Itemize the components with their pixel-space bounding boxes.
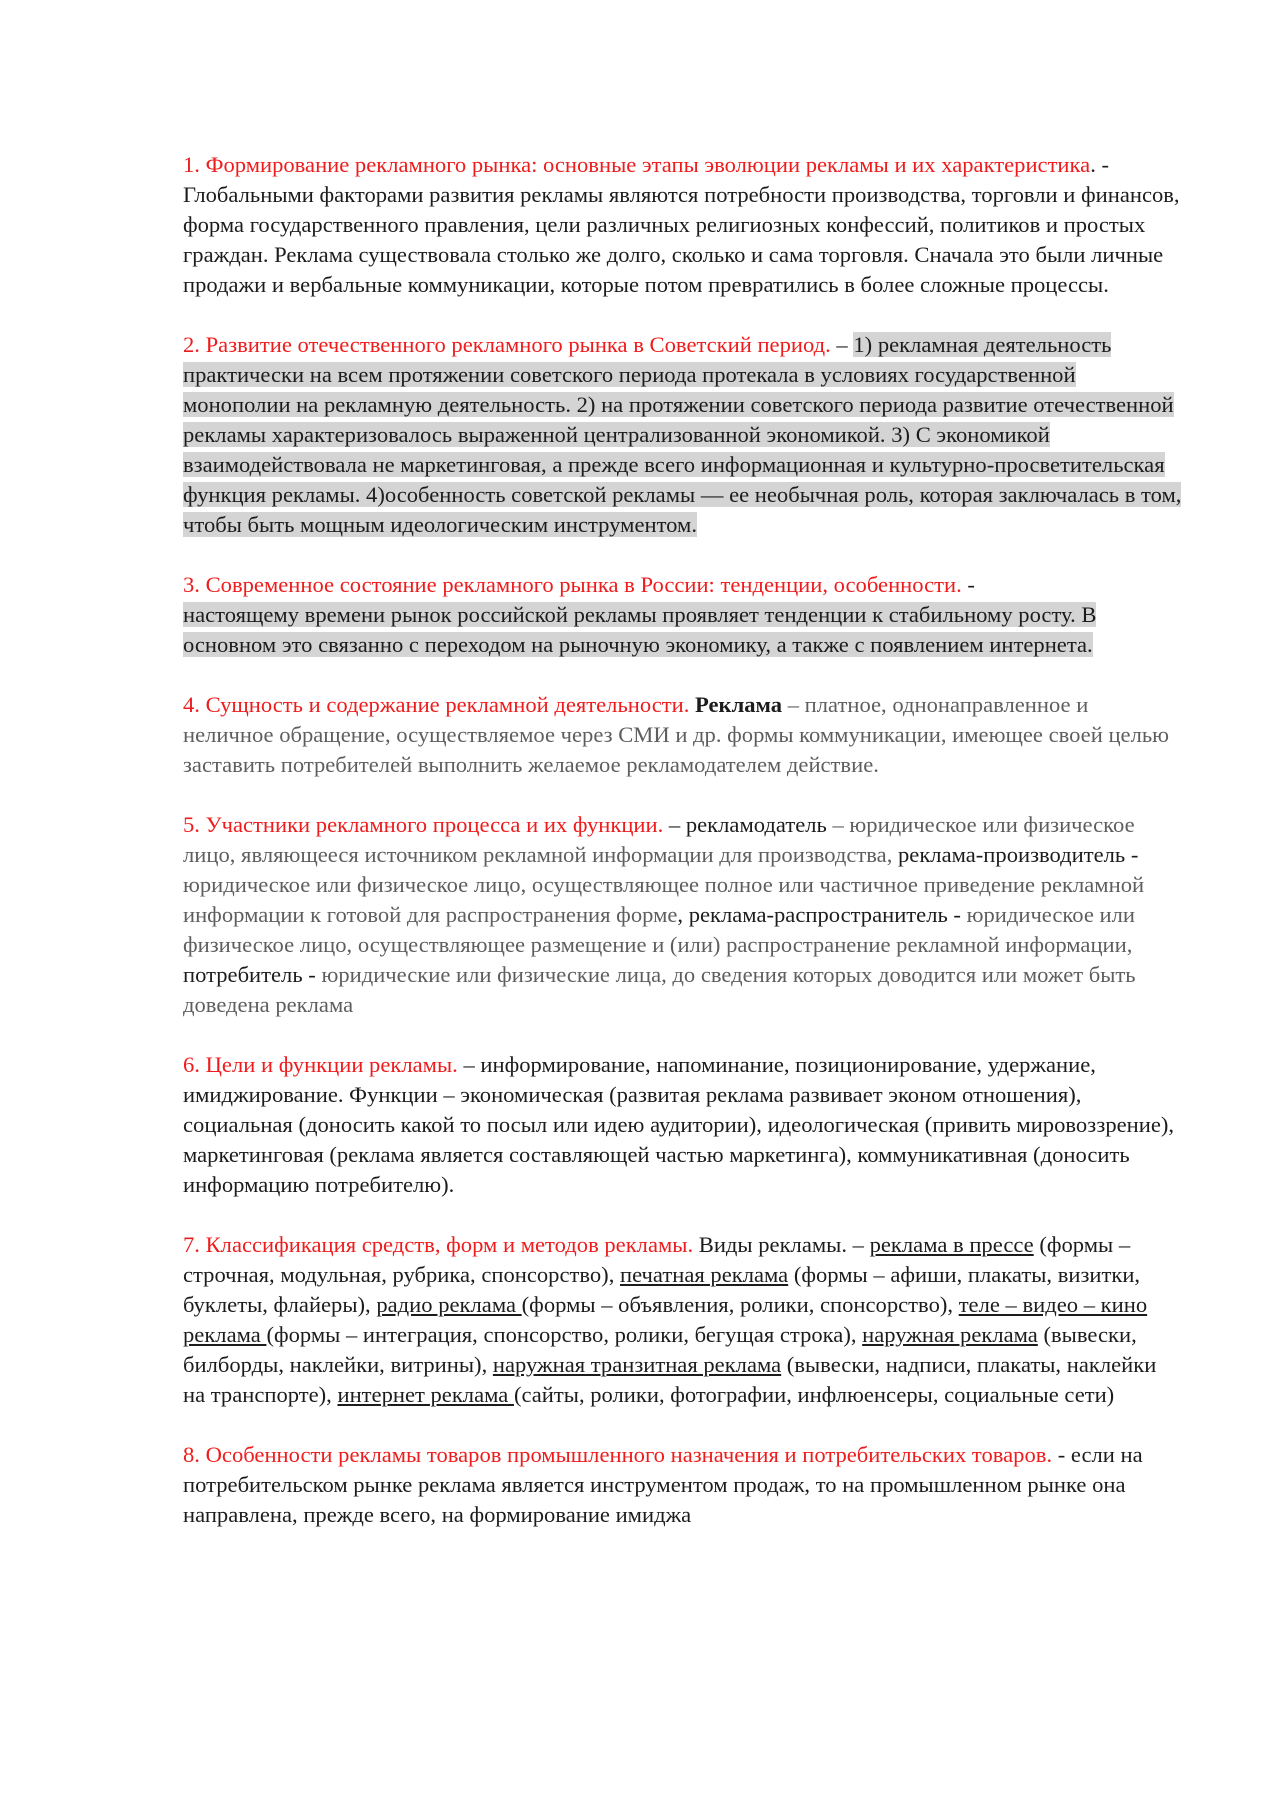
role-advertiser-desc: – юридическое или физическое лицо, являющееся источником рекламной информации для производства,: [183, 812, 1135, 867]
question-title-8: 8. Особенности рекламы товаров промышленного назначения и потребительских товаров.: [183, 1442, 1053, 1467]
type-outdoor-forms: (вывески, билборды, наклейки, витрины),: [183, 1322, 1137, 1377]
question-title-3: 3. Современное состояние рекламного рынка в России: тенденции, особенности.: [183, 572, 962, 597]
question-title-7: 7. Классификация средств, форм и методов рекламы.: [183, 1232, 694, 1257]
question-title-2: 2. Развитие отечественного рекламного рынка в Советский период.: [183, 332, 831, 357]
question-title-4: 4. Сущность и содержание рекламной деятельности.: [183, 692, 690, 717]
answer-highlight-2: 1) рекламная деятельность практически на всем протяжении советского периода протекала в условиях государственной монополии на рекламную деятельность. 2) на протяжении советского периода развитие отечественной рекламы характеризовалось выраженной централизованной экономикой. 3) С экономикой взаимодействовала не маркетинговая, а прежде всего информационная и культурно-просветительская функция рекламы. 4)особенность советской рекламы — ее необычная роль, которая заключалась в том, чтобы быть мощным идеологическим инструментом.: [183, 332, 1182, 537]
question-title-1: 1. Формирование рекламного рынка: основные этапы эволюции рекламы и их характеристика: [183, 152, 1091, 177]
answer-highlight-3: настоящему времени рынок российской рекламы проявляет тенденции к стабильному росту. В основном это связанно с переходом на рыночную экономику, а также с появлением интернета.: [183, 602, 1097, 657]
type-transit-forms: (вывески, надписи, плакаты, наклейки на транспорте),: [183, 1352, 1157, 1407]
dash-3: -: [961, 572, 975, 597]
type-tv-video: теле – видео – кино реклама: [183, 1292, 1148, 1347]
answer-text-6: – информирование, напоминание, позиционирование, удержание, имиджирование. Функции – экономическая (развитая реклама развивает эконом отношения), социальная (доносить какой то посыл или идею аудитории), идеологическая (привить мировоззрение), маркетинговая (реклама является составляющей частью маркетинга), коммуникативная (доносить информацию потребителю).: [183, 1052, 1175, 1197]
paragraph-2: [183, 330, 1183, 540]
document-body: [183, 150, 1183, 1560]
dash-2: –: [830, 332, 854, 357]
type-internet: интернет реклама: [337, 1382, 514, 1407]
type-outdoor: наружная реклама: [862, 1322, 1038, 1347]
role-advertiser: – рекламодатель: [663, 812, 833, 837]
role-consumer-desc: юридические или физические лица, до сведения которых доводится или может быть доведена реклама: [183, 962, 1136, 1017]
term-reklama: Реклама: [695, 692, 783, 717]
type-print: печатная реклама: [620, 1262, 789, 1287]
question-title-6: 6. Цели и функции рекламы.: [183, 1052, 458, 1077]
answer-text-8: - если на потребительском рынке реклама является инструментом продаж, то на промышленном рынке она направлена, прежде всего, на формирование имиджа: [183, 1442, 1143, 1527]
paragraph-3: [183, 570, 1183, 660]
paragraph-4: [183, 690, 1183, 780]
answer-text-1: . - Глобальными факторами развития рекламы являются потребности производства, торговли и финансов, форма государственного правления, цели различных религиозных конфессий, политиков и простых граждан. Реклама существовала столько же долго, сколько и сама торговля. Сначала это были личные продажи и вербальные коммуникации, которые потом превратились в более сложные процессы.: [183, 152, 1180, 297]
role-producer: реклама-производитель -: [892, 842, 1139, 867]
paragraph-1: [183, 150, 1183, 300]
role-distributor-desc: юридическое или физическое лицо, осуществляющее размещение и (или) распространение рекламной информации,: [183, 902, 1135, 957]
role-consumer: потребитель -: [183, 962, 322, 987]
type-press-forms: (формы – строчная, модульная, рубрика, спонсорство),: [183, 1232, 1131, 1287]
answer-intro-7: Виды рекламы. –: [693, 1232, 870, 1257]
role-distributor: , реклама-распространитель -: [677, 902, 967, 927]
paragraph-6: [183, 1050, 1183, 1200]
type-radio-forms: (формы – объявления, ролики, спонсорство),: [521, 1292, 959, 1317]
answer-text-4: – платное, однонаправленное и неличное обращение, осуществляемое через СМИ и др. формы коммуникации, имеющее своей целью заставить потребителей выполнить желаемое рекламодателем действие.: [183, 692, 1170, 777]
type-print-forms: (формы – афиши, плакаты, визитки, буклеты, флайеры),: [183, 1262, 1141, 1317]
paragraph-5: [183, 810, 1183, 1020]
type-press: реклама в прессе: [869, 1232, 1034, 1257]
role-producer-desc: юридическое или физическое лицо, осуществляющее полное или частичное приведение рекламной информации к готовой для распространения форме: [183, 872, 1145, 927]
question-title-5: 5. Участники рекламного процесса и их функции.: [183, 812, 664, 837]
type-internet-forms: (сайты, ролики, фотографии, инфлюенсеры, социальные сети): [513, 1382, 1115, 1407]
type-radio: радио реклама: [376, 1292, 522, 1317]
paragraph-7: [183, 1230, 1183, 1410]
type-tv-video-forms: (формы – интеграция, спонсорство, ролики, бегущая строка),: [266, 1322, 863, 1347]
paragraph-8: [183, 1440, 1183, 1530]
type-transit: наружная транзитная реклама: [492, 1352, 782, 1377]
